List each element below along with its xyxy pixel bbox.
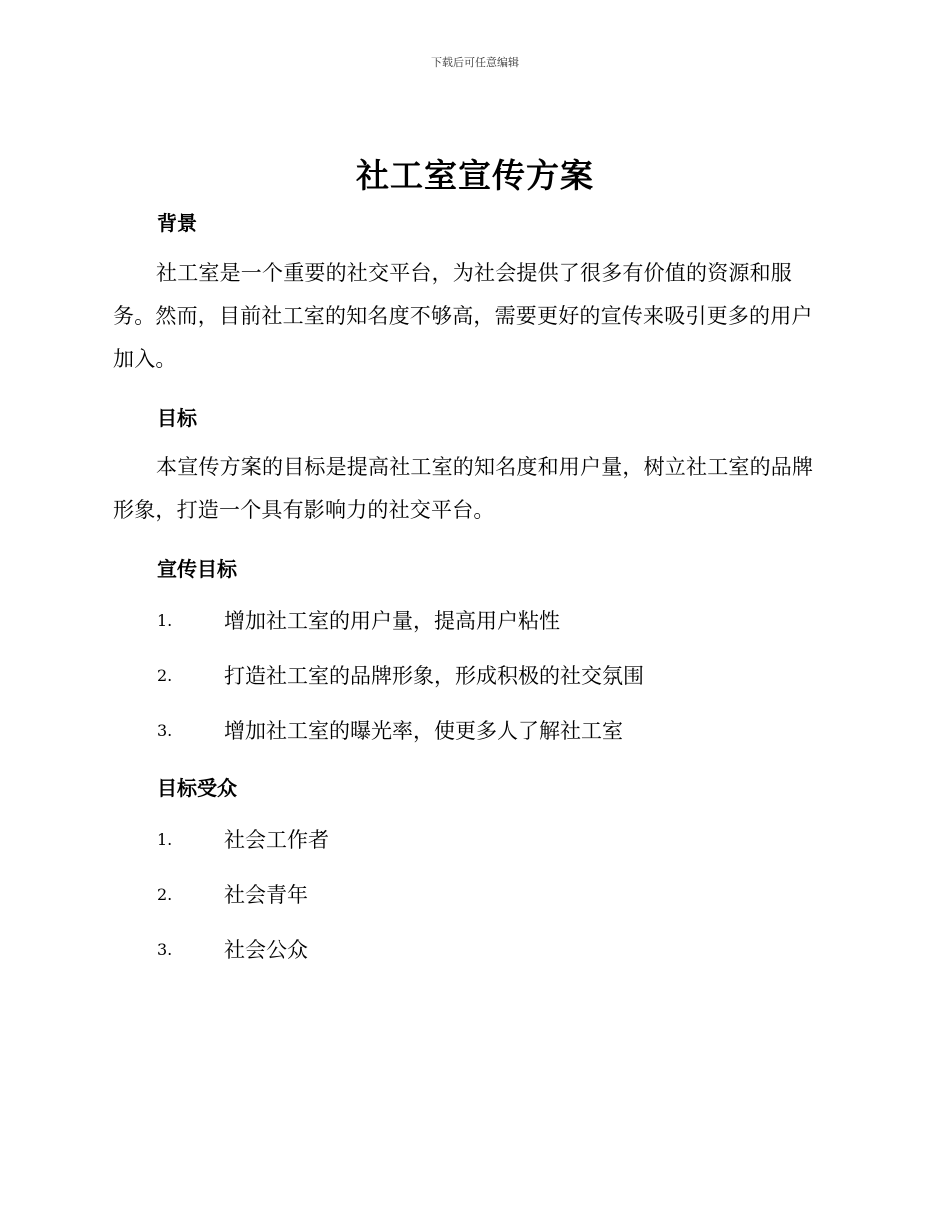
list-number: 1. bbox=[157, 830, 173, 849]
section-heading-promo-goals: 宣传目标 bbox=[157, 557, 237, 581]
list-number: 3. bbox=[157, 721, 173, 740]
list-text: 社会公众 bbox=[224, 938, 308, 962]
section-heading-goal: 目标 bbox=[157, 406, 197, 430]
list-number: 1. bbox=[157, 611, 173, 630]
list-number: 3. bbox=[157, 940, 173, 959]
section-heading-audience: 目标受众 bbox=[157, 776, 237, 800]
header-note: 下载后可任意编辑 bbox=[431, 56, 519, 69]
list-number: 2. bbox=[157, 885, 173, 904]
list-text: 增加社工室的曝光率，使更多人了解社工室 bbox=[224, 719, 623, 743]
list-text: 社会工作者 bbox=[224, 828, 329, 852]
section-heading-background: 背景 bbox=[157, 211, 197, 235]
list-text: 增加社工室的用户量，提高用户粘性 bbox=[224, 609, 560, 633]
list-text: 社会青年 bbox=[224, 883, 308, 907]
goal-paragraph: 本宣传方案的目标是提高社工室的知名度和用户量，树立社工室的品牌形象，打造一个具有影响力的社交平台。 bbox=[113, 455, 814, 522]
list-number: 2. bbox=[157, 666, 173, 685]
background-paragraph: 社工室是一个重要的社交平台，为社会提供了很多有价值的资源和服务。然而，目前社工室的知名度不够高，需要更好的宣传来吸引更多的用户加入。 bbox=[113, 261, 813, 371]
list-text: 打造社工室的品牌形象，形成积极的社交氛围 bbox=[224, 664, 644, 688]
document-title: 社工室宣传方案 bbox=[356, 156, 594, 195]
